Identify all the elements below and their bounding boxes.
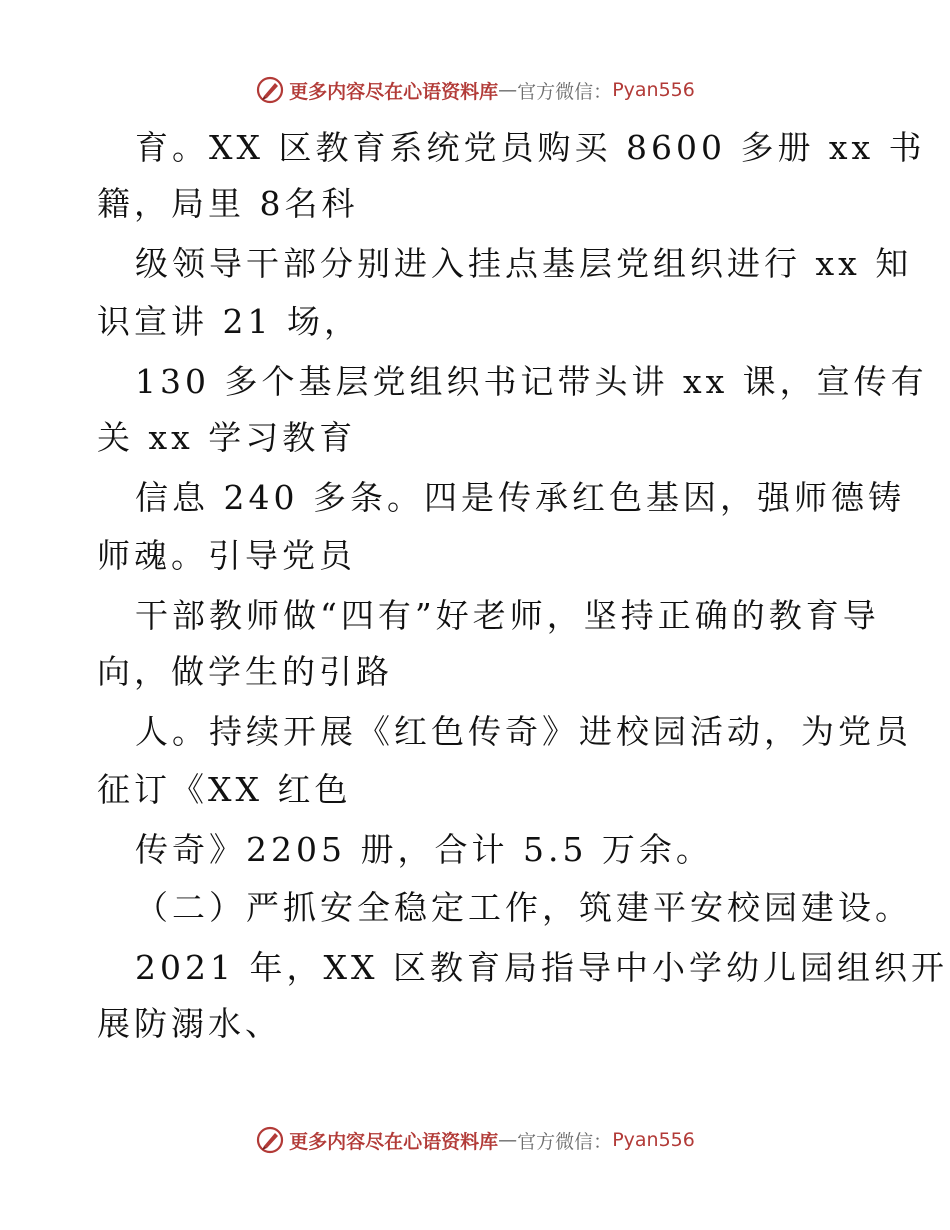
banner-official-label: 官方微信： (517, 1130, 613, 1153)
body-line: 人。持续开展《红色传奇》进校园活动，为党员 (135, 712, 912, 751)
body-line: （二）严抓安全稳定工作，筑建平安校园建设。 (135, 888, 912, 927)
pen-logo-icon (255, 75, 285, 105)
body-line: 2021 年，XX 区教育局指导中小学幼儿园组织开 (135, 948, 948, 987)
banner-dash: — (498, 1129, 518, 1151)
body-line: 征订《XX 红色 (97, 770, 352, 809)
body-line: 级领导干部分别进入挂点基层党组织进行 xx 知 (135, 244, 913, 283)
body-line: 关 xx 学习教育 (97, 418, 357, 457)
body-line: 育。XX 区教育系统党员购买 8600 多册 xx 书 (135, 128, 926, 167)
body-line: 籍，局里 8名科 (97, 184, 359, 223)
body-line: 130 多个基层党组织书记带头讲 xx 课，宣传有 (135, 362, 928, 401)
body-line: 传奇》2205 册，合计 5.5 万余。 (135, 830, 713, 869)
body-line: 干部教师做“四有”好老师，坚持正确的教育导 (135, 596, 880, 635)
banner-wechat-id: Pyan556 (612, 79, 695, 101)
pen-logo-icon (255, 1125, 285, 1155)
banner-dash: — (498, 79, 518, 101)
body-line: 信息 240 多条。四是传承红色基因，强师德铸 (135, 478, 905, 517)
body-line: 展防溺水、 (97, 1004, 282, 1043)
body-line: 师魂。引导党员 (97, 536, 356, 575)
body-line: 向，做学生的引路 (97, 652, 393, 691)
banner-lead-text: 更多内容尽在心语资料库 (289, 80, 499, 103)
banner-official-label: 官方微信： (517, 80, 613, 103)
banner-lead-text: 更多内容尽在心语资料库 (289, 1130, 499, 1153)
banner-wechat-id: Pyan556 (612, 1129, 695, 1151)
body-line: 识宣讲 21 场， (97, 302, 361, 341)
footer-banner (0, 1122, 950, 1158)
header-banner (0, 72, 950, 108)
